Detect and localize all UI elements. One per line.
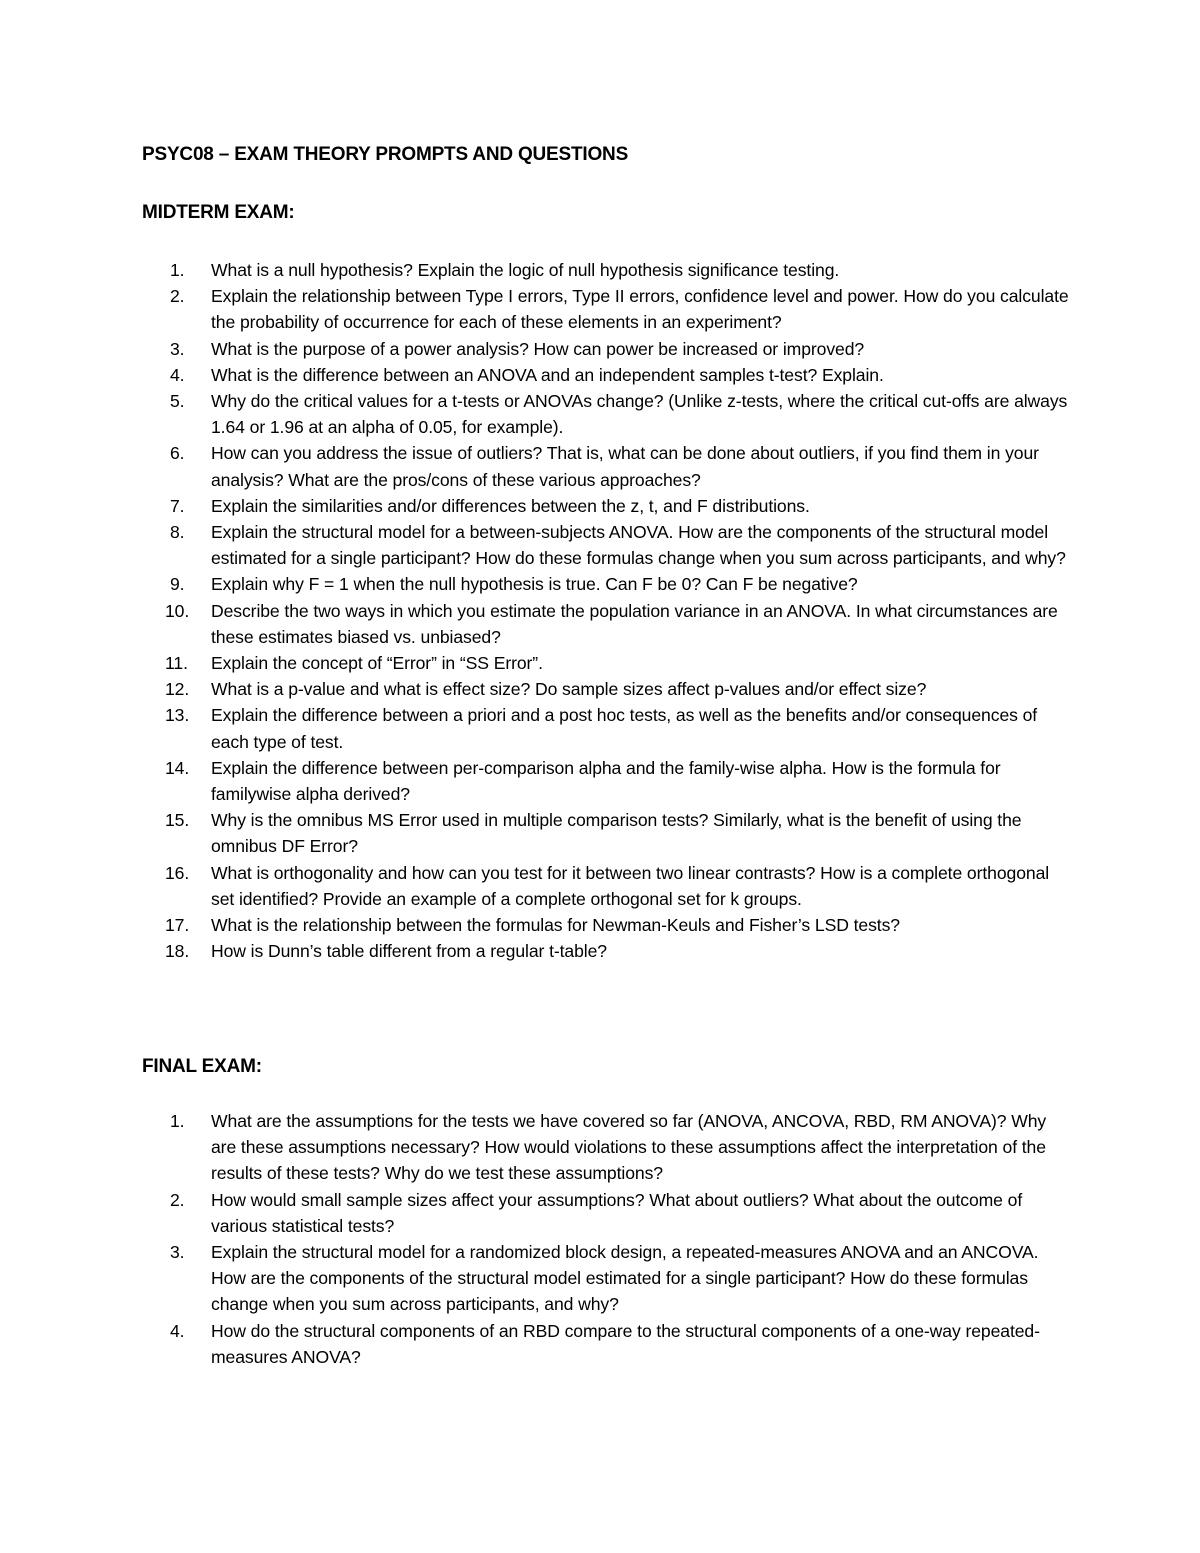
item-number: 5. [170, 391, 185, 412]
question-text: How can you address the issue of outliers? That is, what can be done about outliers, if you find them in your analysis? What are the pros/cons of these various approaches? [211, 443, 1039, 490]
item-number: 18. [165, 941, 190, 962]
item-number: 8. [170, 522, 185, 543]
question-text: Explain the structural model for a randomized block design, a repeated-measures ANOVA and an ANCOVA. How are the components of the structural model estimated for a single participant? How do these formulas change when you sum across participants, and why? [211, 1242, 1039, 1315]
question-text: What is a null hypothesis? Explain the logic of null hypothesis significance testing. [211, 260, 840, 280]
item-number: 1. [170, 260, 185, 280]
list-item [142, 860, 1072, 912]
question-text: Describe the two ways in which you estimate the population variance in an ANOVA. In what circumstances are these estimates biased vs. unbiased? [211, 600, 1058, 647]
list-item [142, 1318, 1072, 1370]
item-number: 6. [170, 443, 185, 464]
list-item [142, 1108, 1072, 1187]
item-number: 3. [170, 338, 185, 359]
question-text: Explain the structural model for a between-subjects ANOVA. How are the components of the structural model estimated for a single participant? How do these formulas change when you sum across participants, and why? [211, 522, 1066, 569]
item-number: 1. [170, 1111, 185, 1131]
question-text: Explain the similarities and/or differences between the z, t, and F distributions. [211, 495, 810, 516]
item-number: 9. [170, 574, 185, 595]
final-question-list [142, 1108, 1072, 1370]
item-number: 14. [165, 757, 190, 778]
item-number: 13. [165, 705, 190, 726]
list-item [142, 440, 1072, 492]
item-number: 11. [165, 653, 188, 674]
item-number: 17. [165, 915, 190, 936]
item-number: 16. [165, 862, 190, 883]
list-item [142, 938, 1072, 964]
question-text: What is a p-value and what is effect size? Do sample sizes affect p-values and/or effect size? [211, 679, 927, 700]
item-number: 10. [165, 600, 190, 621]
question-text: Explain the difference between per-comparison alpha and the family-wise alpha. How is the formula for familywise alpha derived? [211, 757, 1001, 805]
midterm-question-list [142, 257, 1072, 964]
list-item [142, 650, 1072, 676]
question-text: Why is the omnibus MS Error used in multiple comparison tests? Similarly, what is the benefit of using the omnibus DF Error? [211, 810, 1022, 857]
question-text: What is the relationship between the formulas for Newman-Keuls and Fisher’s LSD tests? [211, 915, 900, 936]
list-item [142, 1239, 1072, 1318]
list-item [142, 912, 1072, 938]
question-text: How is Dunn’s table different from a regular t-table? [211, 941, 607, 962]
question-text: Explain why F = 1 when the null hypothesis is true. Can F be 0? Can F be negative? [211, 574, 858, 595]
list-item [142, 336, 1072, 362]
item-number: 4. [170, 364, 185, 385]
final-heading: FINAL EXAM: [142, 1056, 262, 1077]
list-item [142, 257, 1072, 283]
question-text: Explain the relationship between Type I errors, Type II errors, confidence level and power. How do you calculate the probability of occurrence for each of these elements in an experiment? [211, 286, 1069, 333]
item-number: 15. [165, 810, 190, 831]
midterm-heading: MIDTERM EXAM: [142, 202, 295, 223]
question-text: What is the purpose of a power analysis? How can power be increased or improved? [211, 338, 865, 359]
list-item [142, 1187, 1072, 1239]
question-text: Explain the difference between a priori and a post hoc tests, as well as the benefits and/or consequences of each type of test. [211, 705, 1038, 752]
item-number: 7. [170, 495, 185, 516]
question-text: Explain the concept of “Error” in “SS Error”. [211, 653, 543, 674]
question-text: What is the difference between an ANOVA and an independent samples t-test? Explain. [211, 364, 884, 385]
item-number: 12. [165, 679, 190, 700]
list-item [142, 362, 1072, 388]
question-text: What are the assumptions for the tests we have covered so far (ANOVA, ANCOVA, RBD, RM ANOVA)? Why are these assumptions necessary? How would violations to these assumptions affect the interpretation of the results of these tests? Why do we test these assumptions? [211, 1111, 1047, 1184]
list-item [142, 598, 1072, 650]
question-text: What is orthogonality and how can you test for it between two linear contrasts? How is a complete orthogonal set identified? Provide an example of a complete orthogonal set for k groups. [211, 862, 1050, 909]
list-item [142, 283, 1072, 335]
question-text: Why do the critical values for a t-tests or ANOVAs change? (Unlike z-tests, where the critical cut-offs are always 1.64 or 1.96 at an alpha of 0.05, for example). [211, 391, 1068, 438]
item-number: 2. [170, 1189, 185, 1210]
page-title: PSYC08 – EXAM THEORY PROMPTS AND QUESTIONS [142, 144, 629, 165]
question-text: How would small sample sizes affect your assumptions? What about outliers? What about the outcome of various statistical tests? [211, 1189, 1023, 1236]
item-number: 3. [170, 1242, 185, 1263]
list-item [142, 755, 1072, 807]
list-item [142, 493, 1072, 519]
list-item [142, 676, 1072, 702]
question-text: How do the structural components of an RBD compare to the structural components of a one-way repeated-measures ANOVA? [211, 1320, 1040, 1367]
list-item [142, 388, 1072, 440]
list-item [142, 807, 1072, 859]
item-number: 4. [170, 1320, 185, 1341]
list-item [142, 571, 1072, 597]
item-number: 2. [170, 286, 185, 307]
list-item [142, 702, 1072, 754]
list-item [142, 519, 1072, 571]
